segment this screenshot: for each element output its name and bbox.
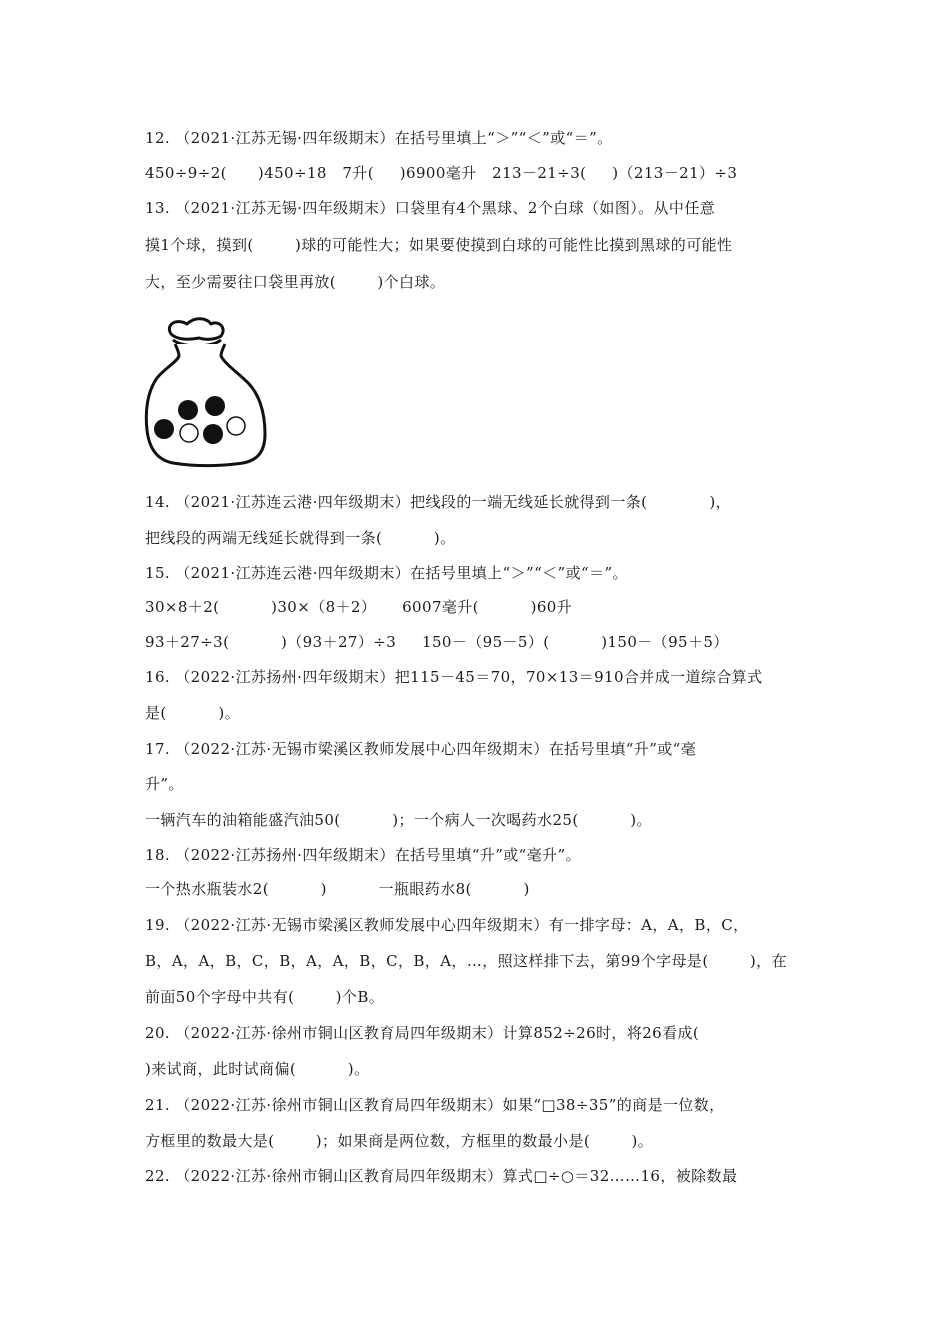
question-13-stem: 13. （2021·江苏无锡·四年级期末）口袋里有4个黑球、2个白球（如图）。从中任意 <box>145 199 716 217</box>
white-ball-icon <box>227 417 245 435</box>
question-17-stem: 17. （2022·江苏·无锡市梁溪区教师发展中心四年级期末）在括号里填“升”或“毫 <box>145 740 697 758</box>
question-12-items: 450÷9÷2( )450÷18 7升( )6900毫升 213－21÷3( )（213－21）÷3 <box>145 164 738 182</box>
question-21-line-2: 方框里的数最大是( )；如果商是两位数，方框里的数最小是( )。 <box>145 1132 654 1150</box>
black-ball-icon <box>178 400 198 420</box>
question-16-line-2: 是( )。 <box>145 704 240 722</box>
black-ball-icon <box>205 396 225 416</box>
question-18-stem: 18. （2022·江苏扬州·四年级期末）在括号里填“升”或“毫升”。 <box>145 846 582 864</box>
black-ball-icon <box>203 424 223 444</box>
question-15-stem: 15. （2021·江苏连云港·四年级期末）在括号里填上“＞”“＜”或“＝”。 <box>145 564 628 582</box>
question-21-stem: 21. （2022·江苏·徐州市铜山区教育局四年级期末）如果“□38÷35”的商是一位数， <box>145 1096 725 1114</box>
question-16-stem: 16. （2022·江苏扬州·四年级期末）把115－45＝70，70×13＝910合并成一道综合算式 <box>145 668 763 686</box>
question-18-items: 一个热水瓶装水2( ) 一瓶眼药水8( ) <box>145 880 530 898</box>
question-14-stem: 14. （2021·江苏连云港·四年级期末）把线段的一端无线延长就得到一条( )， <box>145 493 732 511</box>
black-ball-icon <box>154 419 174 439</box>
question-14-line-2: 把线段的两端无线延长就得到一条( )。 <box>145 529 456 547</box>
question-20-stem: 20. （2022·江苏·徐州市铜山区教育局四年级期末）计算852÷26时，将26看成( <box>145 1024 700 1042</box>
question-12-stem: 12. （2021·江苏无锡·四年级期末）在括号里填上“＞”“＜”或“＝”。 <box>145 129 613 147</box>
question-13-line-3: 大，至少需要往口袋里再放( )个白球。 <box>145 273 446 291</box>
bag-of-balls-figure <box>143 316 269 468</box>
question-22-stem: 22. （2022·江苏·徐州市铜山区教育局四年级期末）算式□÷○＝32……16，被除数最 <box>145 1167 738 1185</box>
question-19-stem: 19. （2022·江苏·无锡市梁溪区教师发展中心四年级期末）有一排字母：A，A，B，C， <box>145 916 749 934</box>
white-ball-icon <box>180 424 198 442</box>
question-13-line-2: 摸1个球，摸到( )球的可能性大；如果要使摸到白球的可能性比摸到黑球的可能性 <box>145 236 733 254</box>
question-15-items-1: 30×8＋2( )30×（8＋2） 6007毫升( )60升 <box>145 598 573 616</box>
question-15-items-2: 93＋27÷3( )（93＋27）÷3 150－（95－5）( )150－（95＋5） <box>145 633 729 651</box>
question-17-line-2: 升”。 <box>145 775 184 793</box>
question-19-line-3: 前面50个字母中共有( )个B。 <box>145 988 385 1006</box>
question-19-line-2: B，A，A，B，C，B，A，A，B，C，B，A，…，照这样排下去，第99个字母是( )，在 <box>145 952 787 970</box>
question-17-items: 一辆汽车的油箱能盛汽油50( )；一个病人一次喝药水25( )。 <box>145 811 652 829</box>
question-20-line-2: )来试商，此时试商偏( )。 <box>145 1060 370 1078</box>
